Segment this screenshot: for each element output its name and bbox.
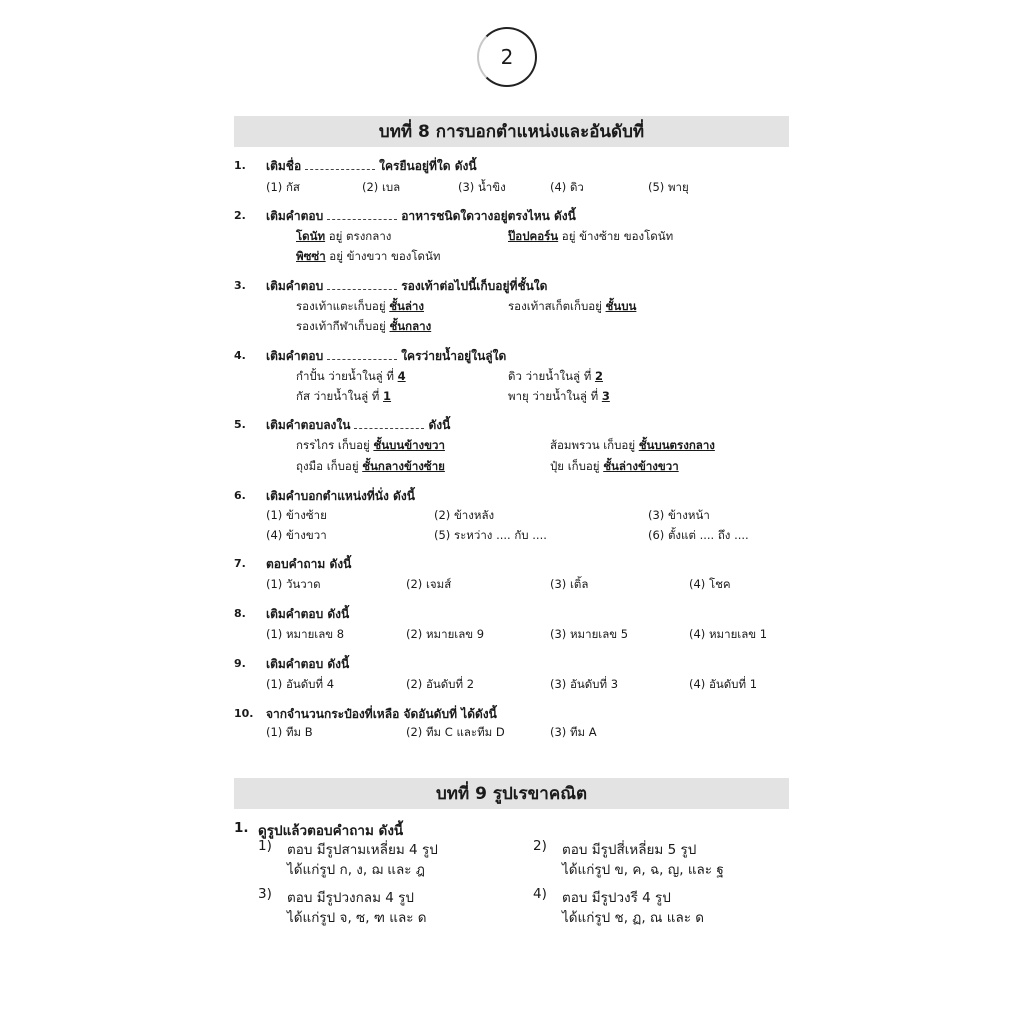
answer-item: (4) หมายเลข 1 [689,627,768,641]
answer-item: (2) เบล [362,180,401,194]
question-text: เติมคำตอบ ใครว่ายน้ำอยู่ในลู่ใด [266,349,507,363]
answer-line: พิซซ่า อยู่ ข้างขวา ของโดนัท [296,249,441,263]
answer-line: โดนัท อยู่ ตรงกลาง [296,229,392,243]
question-text: เติมคำตอบ ดังนี้ [266,657,350,671]
answer-item: (5) ระหว่าง .... กับ .... [434,528,547,542]
answer-item: (5) พายุ [648,180,689,194]
answer-number: 4) [533,886,547,902]
question-text: ตอบคำถาม ดังนี้ [266,557,352,571]
question-number: 3. [234,279,246,292]
answer-line: ได้แก่รูป ช, ฏ, ณ และ ด [562,910,705,926]
blank-box [327,350,397,360]
answer-item: (3) เติ้ล [550,577,589,591]
blank-box [327,280,397,290]
answer-item: (1) หมายเลข 8 [266,627,345,641]
answer-item: (1) ทีม B [266,725,313,739]
page-number: 2 [477,27,537,87]
answer-number: 2) [533,838,547,854]
answer-item: (3) อันดับที่ 3 [550,677,619,691]
answer-line: ตอบ มีรูปวงกลม 4 รูป [287,890,414,906]
answer-line: รองเท้าแตะเก็บอยู่ ชั้นล่าง [296,299,425,313]
question-number: 4. [234,349,246,362]
question-number: 5. [234,418,246,431]
answer-item: (2) อันดับที่ 2 [406,677,475,691]
answer-line: กรรไกร เก็บอยู่ ชั้นบนข้างขวา [296,438,445,452]
question-number: 7. [234,557,246,570]
answer-line: ได้แก่รูป ข, ค, ฉ, ญ, และ ฐ [562,862,724,878]
question-text: เติมชื่อ ใครยืนอยู่ที่ใด ดังนี้ [266,159,477,173]
answer-line: ปุ๋ย เก็บอยู่ ชั้นล่างข้างขวา [550,459,679,473]
answer-item: (3) ข้างหน้า [648,508,710,522]
question-text: เติมคำตอบลงใน ดังนี้ [266,418,451,432]
blank-box [305,160,375,170]
question-number: 2. [234,209,246,222]
answer-item: (1) วันวาด [266,577,321,591]
question-number: 9. [234,657,246,670]
question-text: เติมคำตอบ อาหารชนิดใดวางอยู่ตรงไหน ดังนี้ [266,209,576,223]
answer-number: 1) [258,838,272,854]
answer-item: (4) อันดับที่ 1 [689,677,758,691]
answer-line: ส้อมพรวน เก็บอยู่ ชั้นบนตรงกลาง [550,438,715,452]
answer-line: กำปั้น ว่ายน้ำในลู่ ที่ 4 [296,369,406,383]
answer-line: พายุ ว่ายน้ำในลู่ ที่ 3 [508,389,610,403]
answer-item: (3) หมายเลข 5 [550,627,629,641]
answer-line: ป๊อปคอร์น อยู่ ข้างซ้าย ของโดนัท [508,229,674,243]
question-text: เติมคำตอบ รองเท้าต่อไปนี้เก็บอยู่ที่ชั้นใด [266,279,548,293]
question-number: 6. [234,489,246,502]
answer-line: ได้แก่รูป จ, ซ, ฑ และ ด [287,910,427,926]
answer-item: (3) น้ำขิง [458,180,506,194]
question-number: 8. [234,607,246,620]
question-text: จากจำนวนกระป๋องที่เหลือ จัดอันดับที่ ได้ดังนี้ [266,707,497,721]
section-8-title: บทที่ 8 การบอกตำแหน่งและอันดับที่ [234,116,789,147]
answer-line: ตอบ มีรูปสี่เหลี่ยม 5 รูป [562,842,697,858]
answer-item: (2) หมายเลข 9 [406,627,485,641]
answer-line: ถุงมือ เก็บอยู่ ชั้นกลางข้างซ้าย [296,459,445,473]
answer-item: (1) ข้างซ้าย [266,508,327,522]
section-9-title: บทที่ 9 รูปเรขาคณิต [234,778,789,809]
answer-item: (2) ข้างหลัง [434,508,495,522]
answer-line: รองเท้าสเก็ตเก็บอยู่ ชั้นบน [508,299,637,313]
answer-item: (4) ข้างขวา [266,528,327,542]
answer-item: (1) กัส [266,180,300,194]
answer-item: (2) ทีม C และทีม D [406,725,505,739]
question-text: ดูรูปแล้วตอบคำถาม ดังนี้ [258,823,404,839]
question-number: 1. [234,820,249,836]
answer-line: ได้แก่รูป ก, ง, ฌ และ ฎ [287,862,425,878]
answer-item: (4) ดิว [550,180,584,194]
answer-item: (4) โชค [689,577,731,591]
blank-box [327,210,397,220]
answer-line: ดิว ว่ายน้ำในลู่ ที่ 2 [508,369,603,383]
answer-item: (2) เจมส์ [406,577,452,591]
answer-item: (1) อันดับที่ 4 [266,677,335,691]
answer-line: รองเท้ากีฬาเก็บอยู่ ชั้นกลาง [296,319,432,333]
question-text: เติมคำตอบ ดังนี้ [266,607,350,621]
blank-box [354,419,424,429]
answer-line: ตอบ มีรูปวงรี 4 รูป [562,890,671,906]
answer-item: (3) ทีม A [550,725,597,739]
answer-number: 3) [258,886,272,902]
answer-line: ตอบ มีรูปสามเหลี่ยม 4 รูป [287,842,438,858]
question-number: 10. [234,707,254,720]
answer-line: กัส ว่ายน้ำในลู่ ที่ 1 [296,389,392,403]
answer-item: (6) ตั้งแต่ .... ถึง .... [648,528,749,542]
question-text: เติมคำบอกตำแหน่งที่นั่ง ดังนี้ [266,489,415,503]
question-number: 1. [234,159,246,172]
